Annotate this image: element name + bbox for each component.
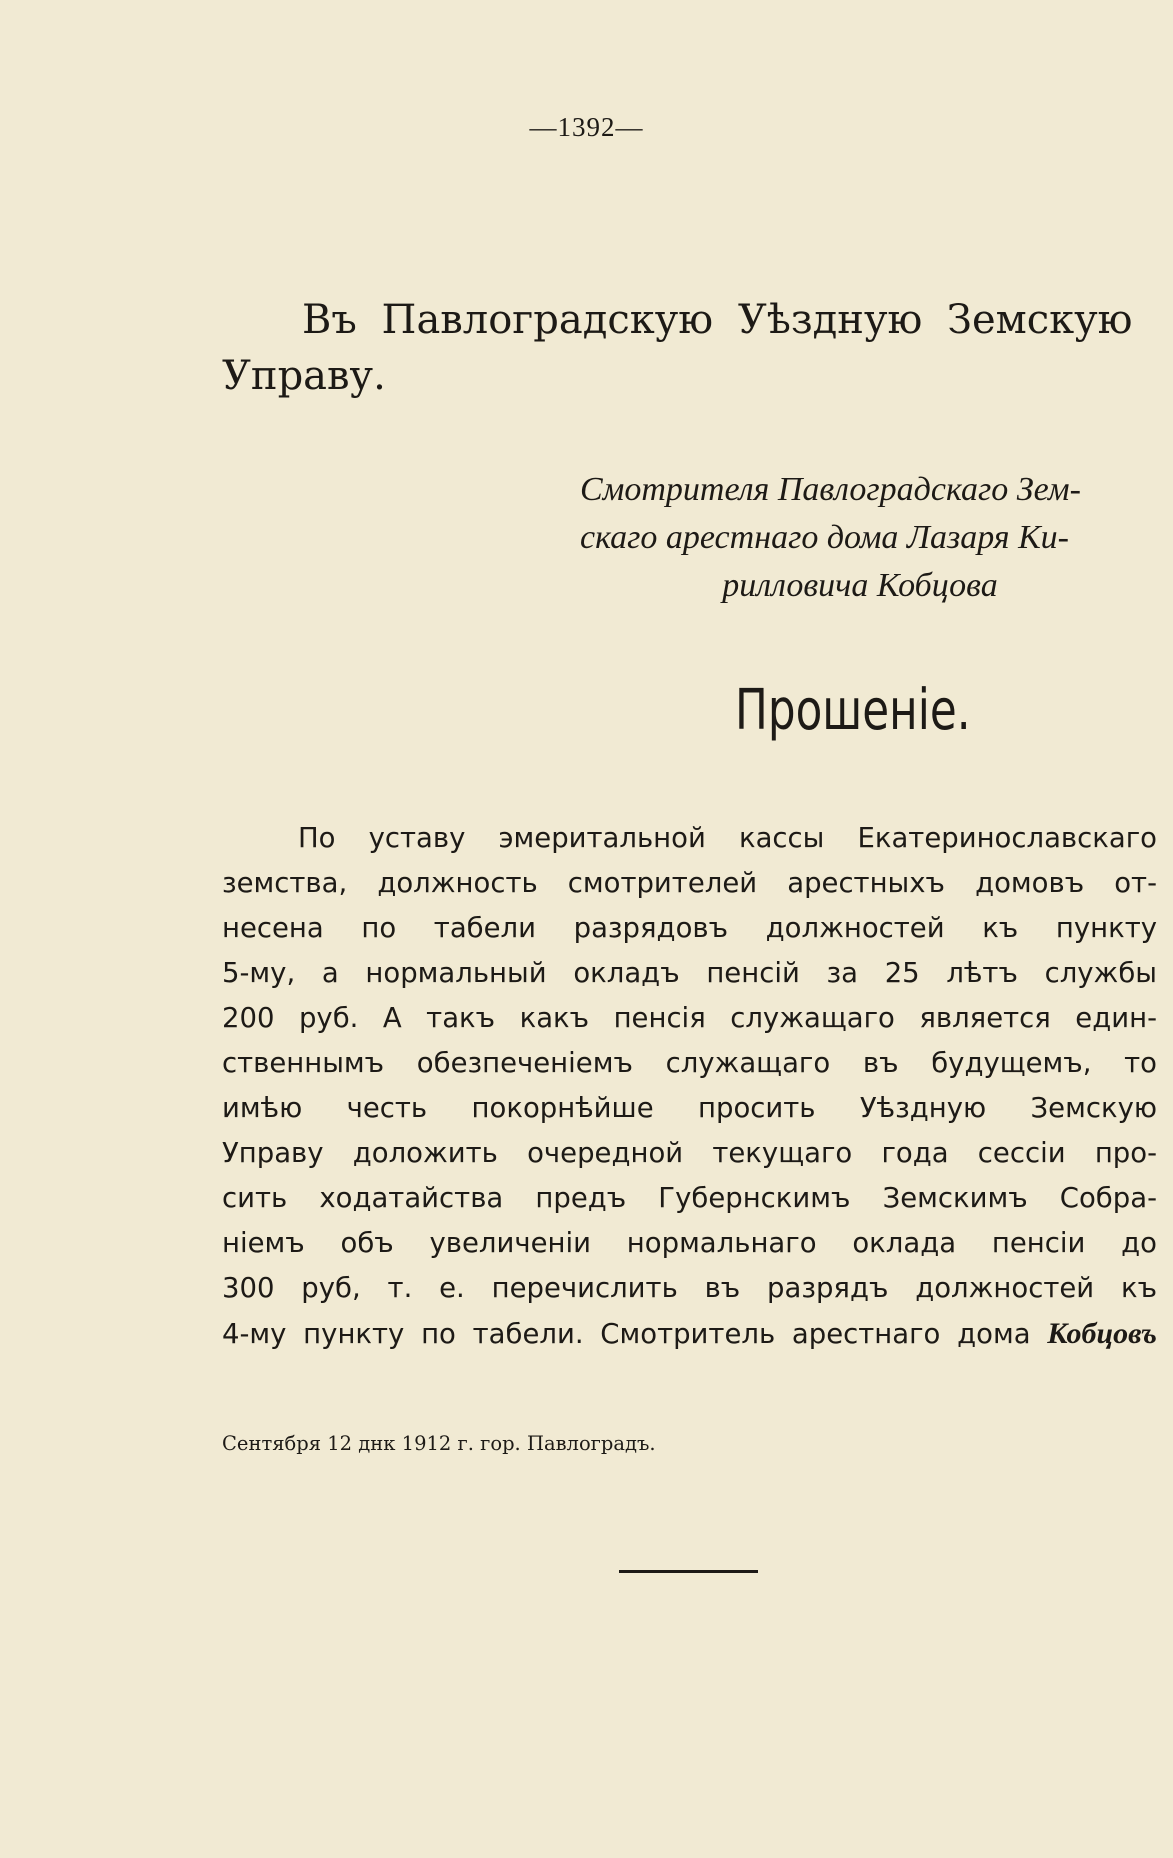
body-line: несена по табели разрядовъ должностей къ пункту — [222, 912, 1157, 944]
addressee-line-2: Управу. — [222, 353, 386, 399]
body-line: По уставу эмеритальной кассы Екатеринославскаго — [298, 822, 1157, 854]
body-line: имѣю честь покорнѣйше просить Уѣздную Земскую — [222, 1092, 1157, 1124]
body-line: 200 руб. А такъ какъ пенсія служащаго является един- — [222, 1002, 1157, 1034]
end-rule — [619, 1570, 758, 1573]
sender-line-3: рилловича Кобцова — [722, 567, 998, 604]
sender-line-1: Смотрителя Павлоградскаго Зем- — [580, 471, 1081, 508]
sender-block — [580, 466, 1140, 610]
sender-line-2: скаго арестнаго дома Лазаря Ки- — [580, 519, 1069, 556]
page-number: —1392— — [529, 112, 644, 142]
body-line-text: 4-му пункту по табели. Смотритель арестнаго дома — [222, 1318, 1031, 1350]
dateline: Сентября 12 днк 1912 г. гор. Павлоградъ. — [222, 1432, 656, 1455]
body-line: 5-му, а нормальный окладъ пенсій за 25 лѣтъ службы — [222, 957, 1157, 989]
document-title: Прошеніе. — [735, 678, 971, 743]
addressee-line-1: Въ Павлоградскую Уѣздную Земскую — [302, 297, 1133, 343]
body-line: сить ходатайства предъ Губернскимъ Земскимъ Собра- — [222, 1182, 1157, 1214]
petition-body — [222, 816, 1157, 1357]
body-line: 300 руб, т. е. перечислить въ разрядъ должностей къ — [222, 1272, 1157, 1304]
body-line: земства, должность смотрителей арестныхъ домовъ от- — [222, 867, 1157, 899]
signature: Кобцовъ — [1047, 1317, 1157, 1350]
body-line: ственнымъ обезпеченіемъ служащаго въ будущемъ, то — [222, 1047, 1157, 1079]
body-line: Управу доложить очередной текущаго года сессіи про- — [222, 1137, 1157, 1169]
addressee-block — [222, 292, 1162, 404]
body-line: ніемъ объ увеличеніи нормальнаго оклада пенсіи до — [222, 1227, 1157, 1259]
body-last-line — [222, 1311, 1157, 1357]
